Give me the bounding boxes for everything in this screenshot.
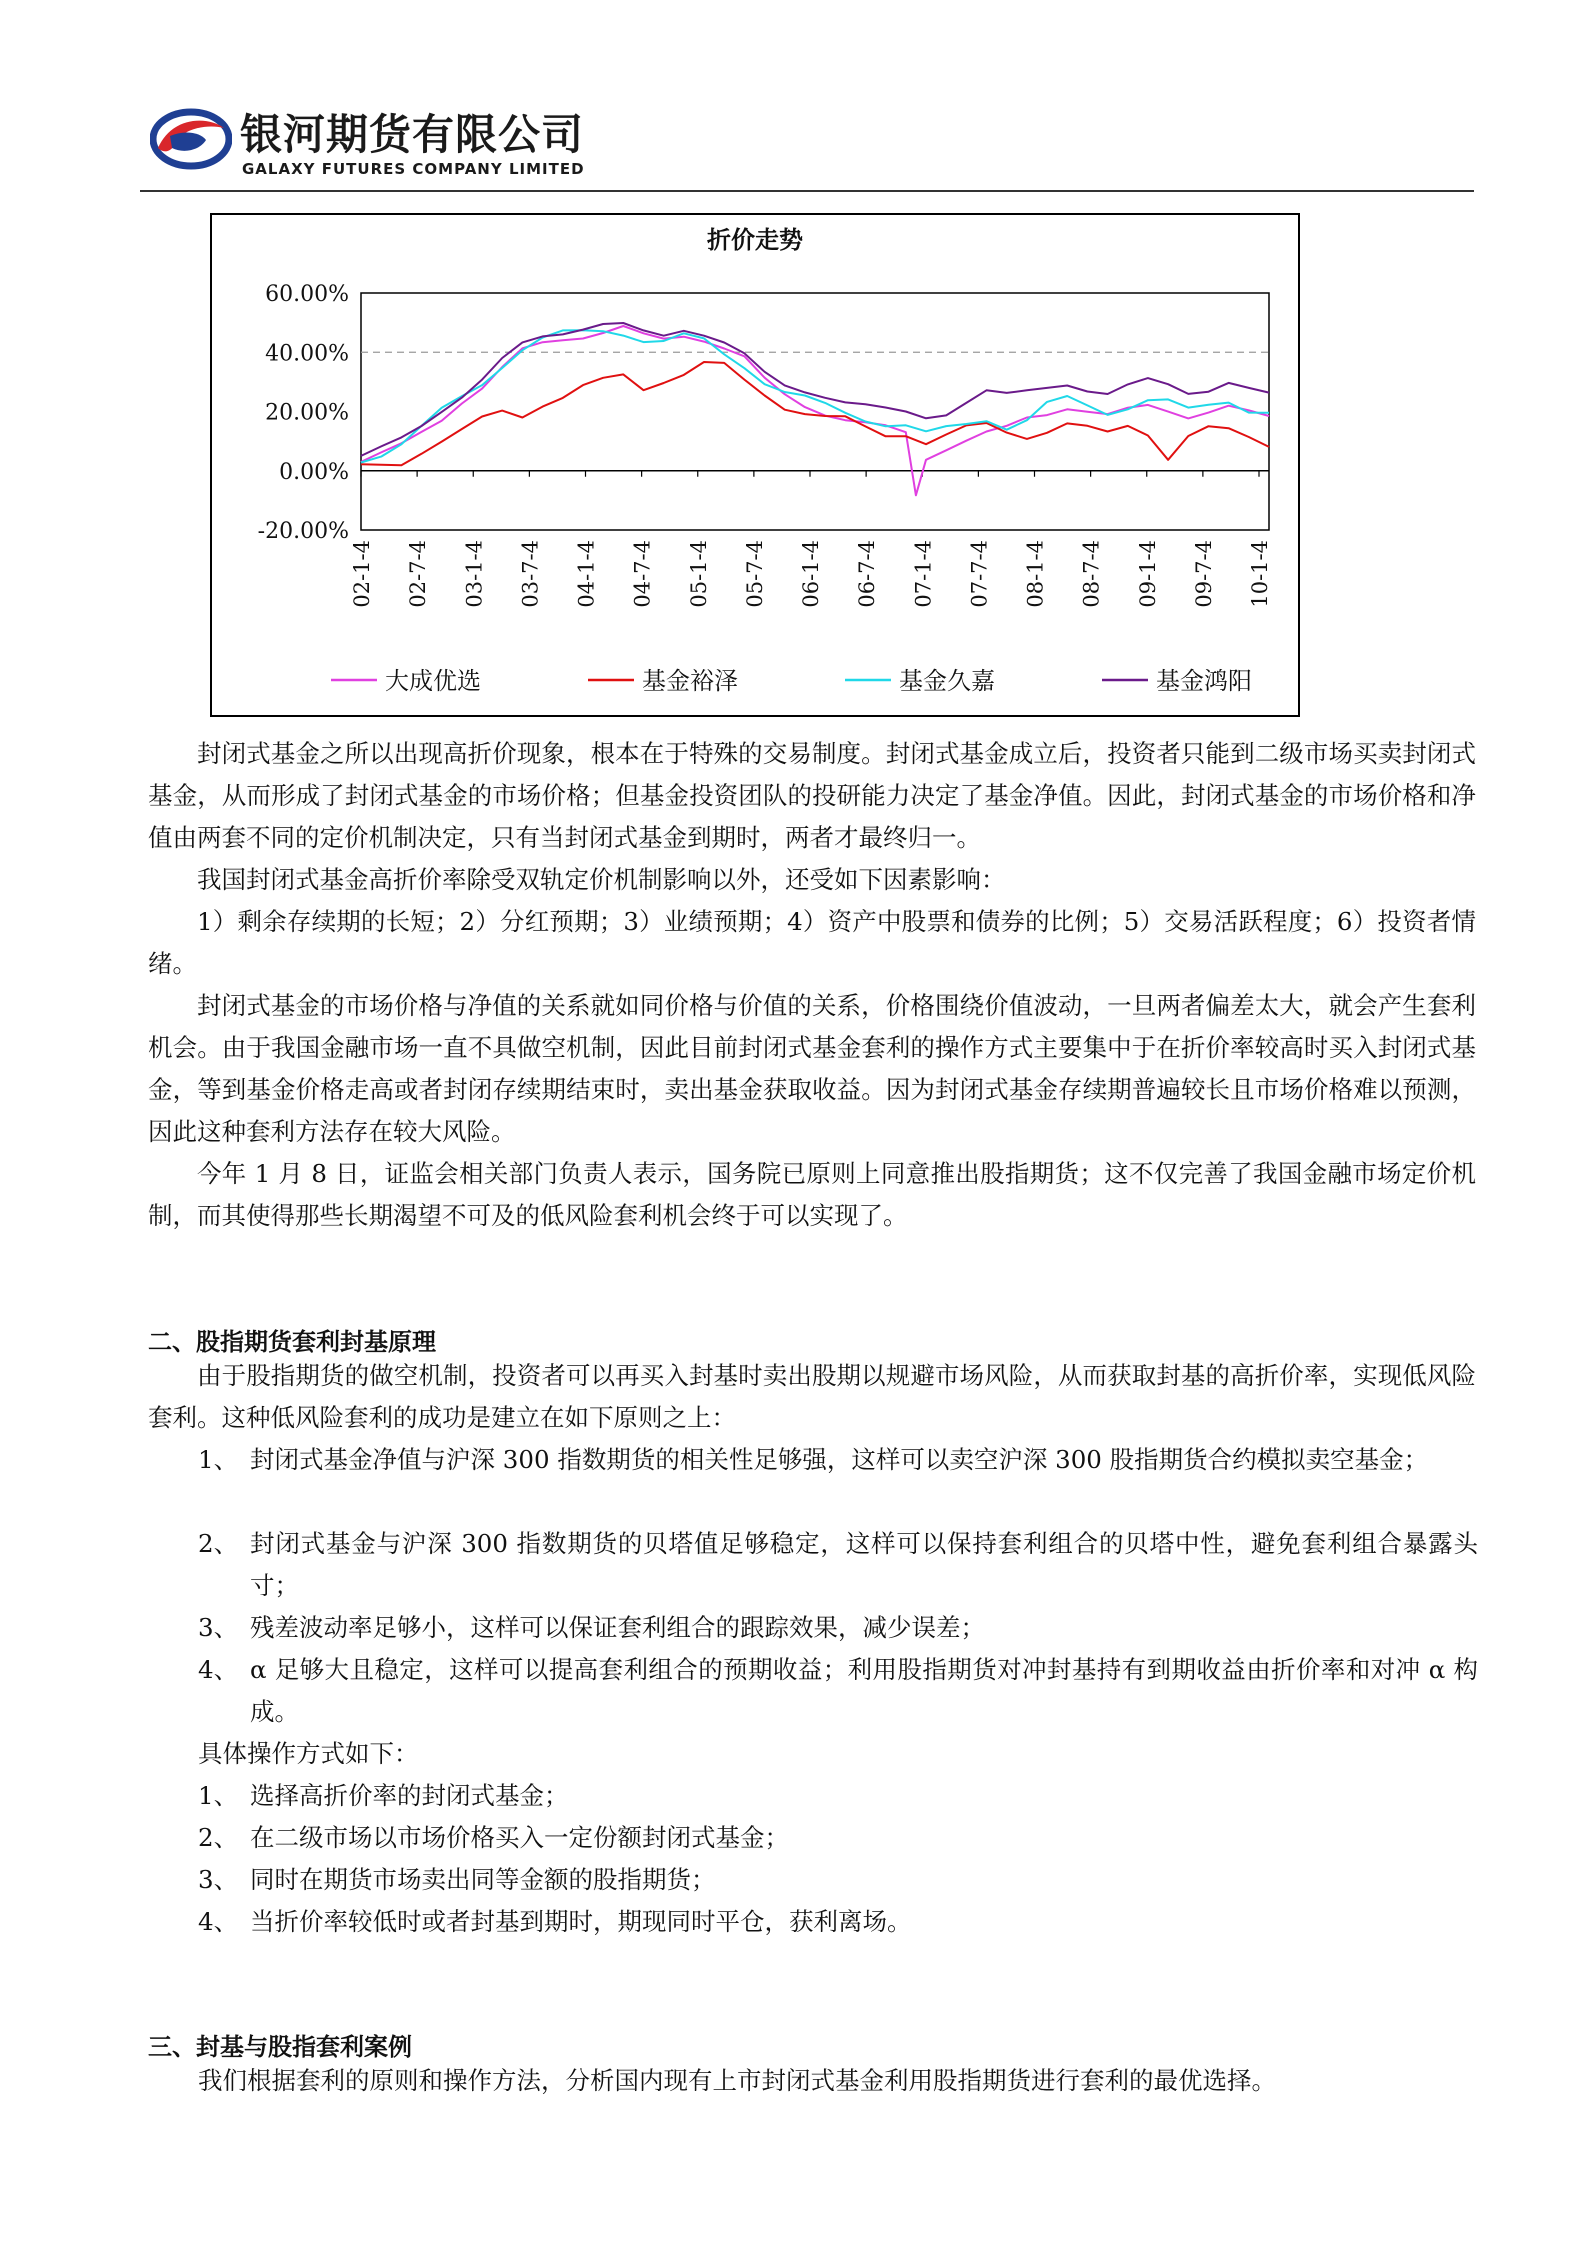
legend-label: 大成优选: [385, 667, 481, 695]
principle-text: 封闭式基金与沪深 300 指数期货的贝塔值足够稳定，这样可以保持套利组合的贝塔中性，避免套利组合暴露头寸；: [250, 1529, 1478, 1600]
section-heading-3: 三、封基与股指套利案例: [148, 2033, 412, 2061]
x-tick-label: 02-7-4: [406, 540, 431, 608]
x-tick-label: 04-1-4: [574, 540, 599, 608]
paragraph-6: 由于股指期货的做空机制，投资者可以再买入封基时卖出股期以规避市场风险，从而获取封基的高折价率，实现低风险套利。这种低风险套利的成功是建立在如下原则之上：: [148, 1361, 1476, 1432]
x-tick-label: 09-1-4: [1135, 540, 1160, 608]
y-tick-label: 20.00%: [265, 400, 349, 426]
operation-item: [198, 1901, 1478, 1943]
chart-title: 折价走势: [707, 226, 803, 254]
paragraph-3: 1）剩余存续期的长短；2）分红预期；3）业绩预期；4）资产中股票和债券的比例；5）交易活跃程度；6）投资者情绪。: [148, 907, 1476, 978]
principle-text: 封闭式基金净值与沪深 300 指数期货的相关性足够强，这样可以卖空沪深 300 股指期货合约模拟卖空基金；: [250, 1445, 1429, 1474]
paragraph-5: 今年 1 月 8 日，证监会相关部门负责人表示，国务院已原则上同意推出股指期货；这不仅完善了我国金融市场定价机制，而其使得那些长期渴望不可及的低风险套利机会终于可以实现了。: [148, 1159, 1476, 1230]
principle-item: [198, 1649, 1478, 1733]
discount-trend-chart: [212, 215, 1298, 715]
operation-text: 选择高折价率的封闭式基金；: [250, 1781, 569, 1810]
x-tick-label: 03-7-4: [518, 540, 543, 608]
principle-number: 2、: [198, 1529, 239, 1558]
legend-label: 基金久嘉: [899, 667, 995, 695]
x-tick-label: 03-1-4: [462, 540, 487, 608]
chart-legend: [331, 667, 1252, 695]
y-tick-label: 40.00%: [265, 341, 349, 367]
x-tick-label: 05-1-4: [686, 540, 711, 608]
x-tick-label: 07-1-4: [911, 540, 936, 608]
operation-number: 2、: [198, 1823, 239, 1852]
principle-number: 3、: [198, 1613, 239, 1642]
x-tick-label: 05-7-4: [742, 540, 767, 608]
x-tick-label: 09-7-4: [1191, 540, 1216, 608]
principle-text: 残差波动率足够小，这样可以保证套利组合的跟踪效果，减少误差；: [250, 1613, 985, 1642]
x-tick-label: 06-1-4: [799, 540, 823, 608]
operation-text: 同时在期货市场卖出同等金额的股指期货；: [250, 1865, 716, 1894]
company-logo-icon: [150, 108, 232, 170]
principle-text: α 足够大且稳定，这样可以提高套利组合的预期收益；利用股指期货对冲封基持有到期收益由折价率和对冲 α 构成。: [250, 1655, 1478, 1726]
paragraph-7: 我们根据套利的原则和操作方法，分析国内现有上市封闭式基金利用股指期货进行套利的最优选择。: [198, 2066, 1276, 2095]
principle-number: 1、: [198, 1445, 239, 1474]
x-tick-label: 06-7-4: [855, 540, 880, 608]
header-divider: [140, 190, 1474, 192]
operation-number: 1、: [198, 1781, 239, 1810]
operation-item: [198, 1817, 1478, 1859]
x-tick-label: 10-1-4: [1248, 540, 1272, 608]
principle-number: 4、: [198, 1655, 239, 1684]
operation-item: [198, 1775, 1478, 1817]
x-tick-label: 07-7-4: [967, 540, 992, 608]
x-tick-label: 08-1-4: [1023, 540, 1048, 608]
principle-item: [198, 1439, 1478, 1481]
operations-intro: 具体操作方式如下：: [198, 1739, 419, 1768]
x-tick-label: 04-7-4: [630, 540, 655, 608]
y-tick-label: 60.00%: [265, 282, 349, 307]
y-axis: [258, 282, 349, 544]
company-name-cn: 银河期货有限公司: [240, 110, 585, 159]
paragraph-2: 我国封闭式基金高折价率除受双轨定价机制影响以外，还受如下因素影响：: [197, 865, 1006, 894]
operation-item: [198, 1859, 1478, 1901]
x-tick-label: 02-1-4: [350, 540, 374, 608]
x-tick-label: 08-7-4: [1079, 540, 1104, 608]
operation-number: 3、: [198, 1865, 239, 1894]
operation-number: 4、: [198, 1907, 239, 1936]
operation-text: 在二级市场以市场价格买入一定份额封闭式基金；: [250, 1823, 789, 1852]
operation-text: 当折价率较低时或者封基到期时，期现同时平仓，获利离场。: [250, 1907, 912, 1936]
company-name-en: GALAXY FUTURES COMPANY LIMITED: [242, 160, 585, 178]
paragraph-4: 封闭式基金的市场价格与净值的关系就如同价格与价值的关系，价格围绕价值波动，一旦两者偏差太大，就会产生套利机会。由于我国金融市场一直不具做空机制，因此目前封闭式基金套利的操作方式主要集中于在折价率较高时买入封闭式基金，等到基金价格走高或者封闭存续期结束时，卖出基金获取收益。因为封闭式基金存续期普遍较长且市场价格难以预测，因此这种套利方法存在较大风险。: [148, 991, 1476, 1146]
paragraph-1: 封闭式基金之所以出现高折价现象，根本在于特殊的交易制度。封闭式基金成立后，投资者只能到二级市场买卖封闭式基金，从而形成了封闭式基金的市场价格；但基金投资团队的投研能力决定了基金净值。因此，封闭式基金的市场价格和净值由两套不同的定价机制决定，只有当封闭式基金到期时，两者才最终归一。: [148, 739, 1476, 852]
legend-label: 基金裕泽: [642, 667, 738, 695]
y-tick-label: 0.00%: [279, 459, 349, 485]
principle-item: [198, 1523, 1478, 1607]
section-heading-2: 二、股指期货套利封基原理: [148, 1328, 436, 1356]
y-tick-label: -20.00%: [257, 519, 349, 544]
legend-label: 基金鸿阳: [1156, 667, 1252, 695]
principle-item: [198, 1607, 1478, 1649]
